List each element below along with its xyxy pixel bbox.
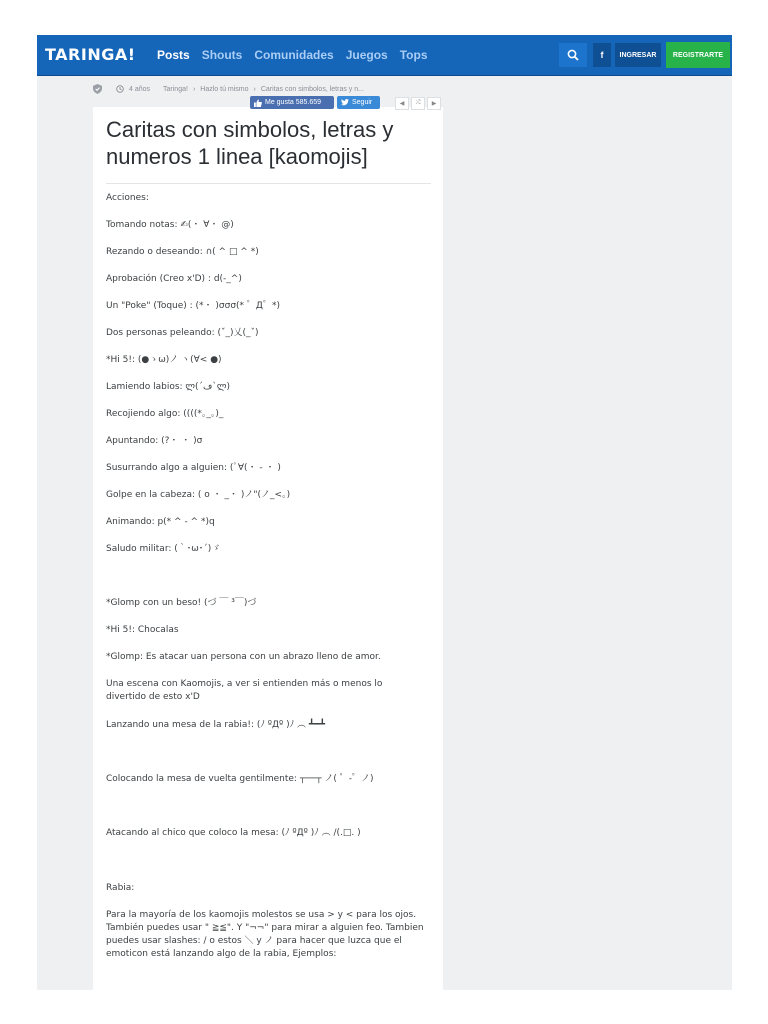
facebook-like-button[interactable] (250, 96, 334, 109)
clock-icon (116, 85, 124, 93)
post-line: Dos personas peleando: (ˇ_)乂(_ˇ) (106, 328, 259, 338)
post-line: Atacando al chico que coloco la mesa: (ﾉ ºДº )ﾉ ︵ /(.□. ) (106, 828, 361, 838)
post-line: Tomando notas: ✍(・ ∀・ @) (106, 220, 234, 230)
nav-item-tops[interactable]: Tops (399, 48, 428, 62)
post-card (93, 107, 443, 990)
search-icon (567, 49, 579, 61)
nav-item-posts[interactable]: Posts (157, 48, 190, 62)
post-title: Caritas con simbolos, letras y numeros 1 linea [kaomojis] (106, 117, 394, 169)
post-line: Rabia: (106, 883, 135, 893)
taringa-logo[interactable]: TARINGA! (45, 45, 136, 64)
post-line: Golpe en la cabeza: ( o ・ _・ )ノ"(ノ_<。) (106, 490, 291, 500)
page-frame (37, 35, 732, 990)
post-line: Susurrando algo a alguien: (ﾟ∀(・ - ・ ) (106, 463, 281, 473)
chevron-right-icon: › (253, 85, 256, 93)
shuffle-icon[interactable]: ⤮ (411, 97, 425, 110)
breadcrumb-item-category[interactable]: Hazlo tú mismo (200, 85, 249, 93)
twitter-follow-button[interactable] (337, 96, 380, 109)
twitter-bird-icon (341, 99, 349, 106)
like-count-label: Me gusta 585.659 (265, 99, 322, 106)
post-line: Apuntando: (?・ ・ )σ (106, 436, 203, 446)
post-line: Saludo militar: (｀･ω･´)ゞ (106, 544, 221, 554)
login-button[interactable]: INGRESAR (615, 43, 661, 67)
post-line: Una escena con Kaomojis, a ver si entienden más o menos lo divertido de esto x'D (106, 679, 383, 702)
post-line: Colocando la mesa de vuelta gentilmente: ┬──┬ ノ( ゜-゜ノ) (106, 774, 374, 784)
post-line: Rezando o deseando: ∩( ^ □ ^ *) (106, 247, 259, 257)
post-age: 4 años (129, 85, 151, 93)
thumbs-up-icon (254, 99, 262, 107)
shield-icon (93, 84, 102, 94)
main-nav (157, 48, 428, 62)
breadcrumb-item-home[interactable]: Taringa! (163, 85, 188, 93)
register-button[interactable]: REGISTRARTE (666, 42, 730, 68)
nav-item-comunidades[interactable]: Comunidades (254, 48, 334, 62)
post-line: *Hi 5!: Chocalas (106, 625, 179, 635)
post-line: *Hi 5!: (●ゝω)ノ ヽ(∀< ●) (106, 355, 222, 365)
post-line: Lanzando una mesa de la rabia!: (ﾉ ºДº )ﾉ ︵ ┻━┻ (106, 720, 326, 730)
next-post-button[interactable]: ▶ (427, 97, 441, 110)
follow-label: Seguir (352, 99, 373, 106)
facebook-icon: f (600, 50, 604, 60)
post-line: Para la mayoría de los kaomojis molestos se usa > y < para los ojos. También puedes usar " ≧≦". Y "¬¬" para mirar a alguien feo. Tambien puedes usar slashes: / o estos ＼ y ノ para hacer que luzca que el emoticon está lanzando algo de la rabia, Ejemplos: (106, 910, 424, 959)
previous-post-button[interactable]: ◀ (395, 97, 409, 110)
post-line: Animando: p(* ^ - ^ *)q (106, 517, 215, 527)
nav-item-shouts[interactable]: Shouts (201, 48, 243, 62)
post-line: Acciones: (106, 193, 149, 203)
breadcrumb (93, 83, 364, 95)
nav-item-juegos[interactable]: Juegos (345, 48, 388, 62)
search-button[interactable] (559, 43, 587, 67)
post-line: Recojiendo algo: ((((*｡_｡)_ (106, 409, 224, 419)
facebook-login-button[interactable] (593, 43, 611, 67)
post-line: Aprobación (Creo x'D) : d(-_^) (106, 274, 242, 284)
title-divider (106, 183, 431, 184)
post-pager (395, 97, 441, 110)
breadcrumb-item-current: Caritas con simbolos, letras y n... (260, 85, 364, 93)
post-line: *Glomp: Es atacar uan persona con un abrazo lleno de amor. (106, 652, 381, 662)
post-line: Lamiendo labios: ლ(´ڡ`ლ) (106, 382, 230, 392)
chevron-right-icon: › (192, 85, 196, 93)
top-navigation-bar (37, 35, 732, 76)
post-line: Un "Poke" (Toque) : (*・ )σσσ(* ゜Д゜*) (106, 301, 280, 311)
post-line: *Glomp con un beso! (づ ￣ ³￣)づ (106, 598, 257, 608)
